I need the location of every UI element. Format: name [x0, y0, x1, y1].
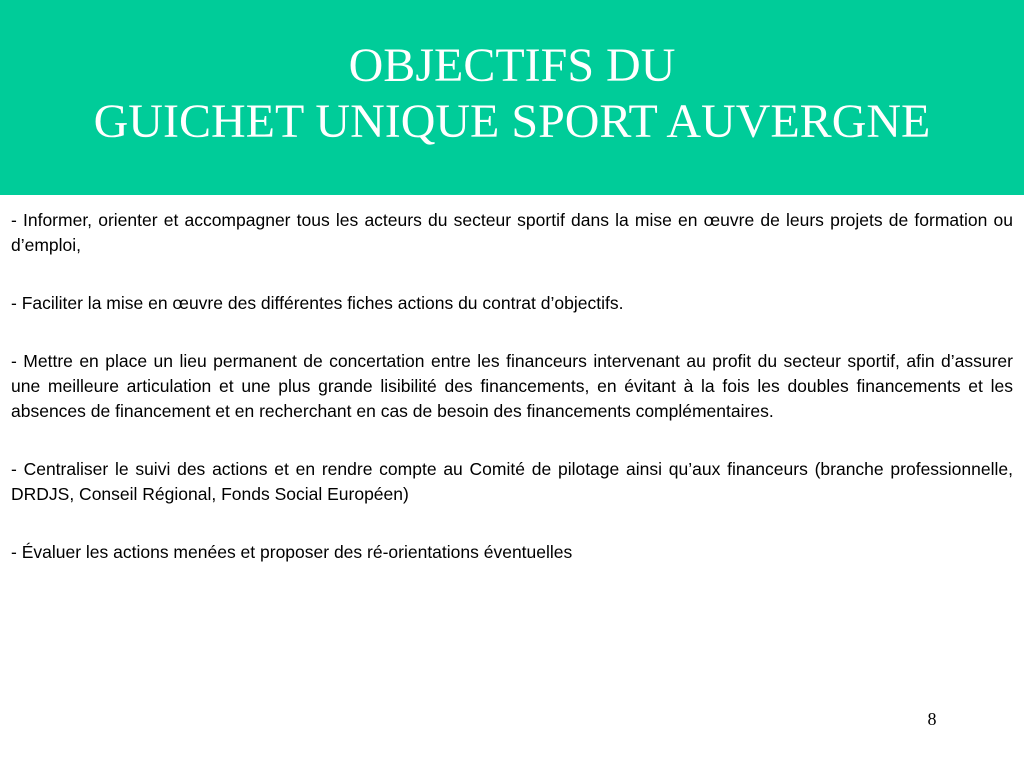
slide-body — [11, 208, 1013, 598]
bullet-item: - Mettre en place un lieu permanent de concertation entre les financeurs intervenant au profit du secteur sportif, afin d’assurer une meilleure articulation et une plus grande lisibilité des financements, en évitant à la fois les doubles financements et les absences de financement et en recherchant en cas de besoin des financements complémentaires. — [11, 351, 1013, 421]
title-band — [0, 0, 1024, 195]
bullet-item: - Faciliter la mise en œuvre des différentes fiches actions du contrat d’objectifs. — [11, 293, 624, 313]
slide-title-line-1: OBJECTIFS DU — [348, 39, 676, 92]
slide-title — [0, 38, 1024, 150]
bullet-item: - Évaluer les actions menées et proposer des ré-orientations éventuelles — [11, 542, 573, 562]
page-number: 8 — [927, 709, 937, 729]
slide-title-line-2: GUICHET UNIQUE SPORT AUVERGNE — [93, 95, 931, 148]
bullet-item: - Informer, orienter et accompagner tous les acteurs du secteur sportif dans la mise en œuvre de leurs projets de formation ou d’emploi, — [11, 210, 1013, 255]
bullet-item: - Centraliser le suivi des actions et en rendre compte au Comité de pilotage ainsi qu’aux financeurs (branche professionnelle, DRDJS, Conseil Régional, Fonds Social Européen) — [11, 459, 1013, 504]
